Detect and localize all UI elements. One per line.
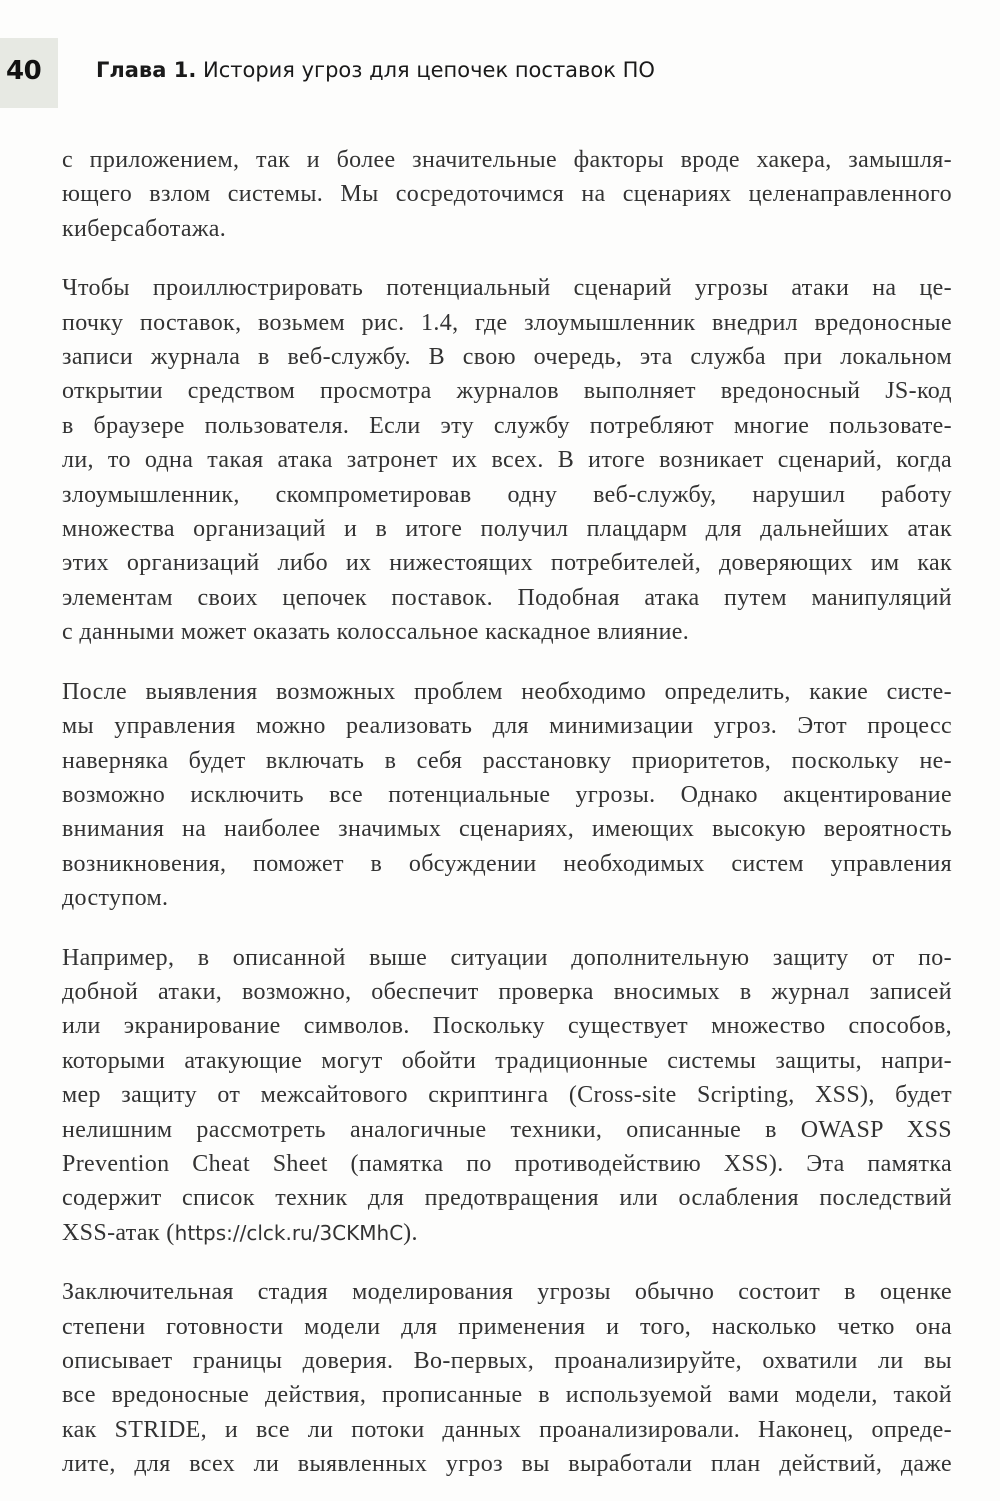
text-line: с данными может оказать колоссальное каскадное влияние. [62,619,690,646]
text-line: которыми атакующие могут обойти традиционные системы защиты, напри- [62,1047,952,1074]
text-line: Prevention Cheat Sheet (памятка по противодействию XSS). Эта памятка [62,1150,952,1177]
text-fragment: ). [403,1219,418,1246]
text-line: этих организаций либо их нижестоящих потребителей, доверяющих им как [62,550,952,577]
chapter-label: Глава 1. [96,58,197,82]
paragraph [62,271,952,649]
text-line: киберсаботажа. [62,215,227,242]
text-line: внимания на наиболее значимых сценариях, имеющих высокую вероятность [62,816,952,843]
text-line: наверняка будет включать в себя расстановку приоритетов, поскольку не- [62,747,952,774]
text-line: лите, для всех ли выявленных угроз вы выработали план действий, даже [62,1451,952,1478]
page-number: 40 [6,56,42,86]
text-line: Чтобы проиллюстрировать потенциальный сценарий угрозы атаки на це- [62,275,952,302]
text-line: нелишним рассмотреть аналогичные техники, описанные в OWASP XSS [62,1116,952,1143]
chapter-title: История угроз для цепочек поставок ПО [202,58,655,82]
text-line: ющего взлом системы. Мы сосредоточимся на сценариях целенаправленного [62,181,952,208]
paragraph [62,675,952,916]
text-line: мер защиту от межсайтового скриптинга (Cross-site Scripting, XSS), будет [62,1082,952,1109]
text-line: степени готовности модели для применения и того, насколько четко она [62,1313,952,1340]
text-line: как STRIDE, и все ли потоки данных проанализировали. Наконец, опреде- [62,1416,952,1443]
text-line: После выявления возможных проблем необходимо определить, какие систе- [62,678,952,705]
paragraph [62,1275,952,1481]
text-line: открытии средством просмотра журналов выполняет вредоносный JS-код [62,378,952,405]
text-line: все вредоносные действия, прописанные в используемой вами модели, такой [62,1382,952,1409]
text-line: почку поставок, возьмем рис. 1.4, где злоумышленник внедрил вредоносные [62,309,952,336]
page-number-box [0,38,58,108]
text-line: элементам своих цепочек поставок. Подобная атака путем манипуляций [62,584,952,611]
text-line: множества организаций и в итоге получил плацдарм для дальнейших атак [62,516,952,543]
text-line: с приложением, так и более значительные факторы вроде хакера, замышля- [62,147,952,173]
text-line: содержит список техник для предотвращения или ослабления последствий [62,1185,952,1212]
running-head [96,58,655,82]
text-line: мы управления можно реализовать для минимизации угроз. Этот процесс [62,713,952,740]
reference-link[interactable]: https://clck.ru/3CKMhC [174,1220,404,1245]
text-line: Например, в описанной выше ситуации дополнительную защиту от по- [62,944,952,971]
paragraph [62,941,952,1251]
text-fragment: XSS-атак ( [62,1219,175,1246]
text-line: Заключительная стадия моделирования угрозы обычно состоит в оценке [62,1279,952,1306]
text-line: доступом. [62,885,169,912]
text-line: описывает границы доверия. Во-первых, проанализируйте, охватили ли вы [62,1348,952,1374]
body-text [62,143,952,1507]
page-header [0,38,1000,108]
text-line: злоумышленник, скомпрометировав одну веб-службу, нарушил работу [62,481,952,508]
text-line [62,1216,952,1250]
text-line: возможно исключить все потенциальные угрозы. Однако акцентирование [62,781,952,808]
text-line: ли, то одна такая атака затронет их всех. В итоге возникает сценарий, когда [62,447,952,474]
text-line: добной атаки, возможно, обеспечит проверка вносимых в журнал записей [62,978,952,1005]
paragraph [62,143,952,246]
text-line: или экранирование символов. Поскольку существует множество способов, [62,1013,952,1040]
text-line: возникновения, поможет в обсуждении необходимых систем управления [62,850,952,877]
text-line: в браузере пользователя. Если эту службу потребляют многие пользовате- [62,412,952,439]
text-line: записи журнала в веб-службу. В свою очередь, эта служба при локальном [62,344,952,371]
